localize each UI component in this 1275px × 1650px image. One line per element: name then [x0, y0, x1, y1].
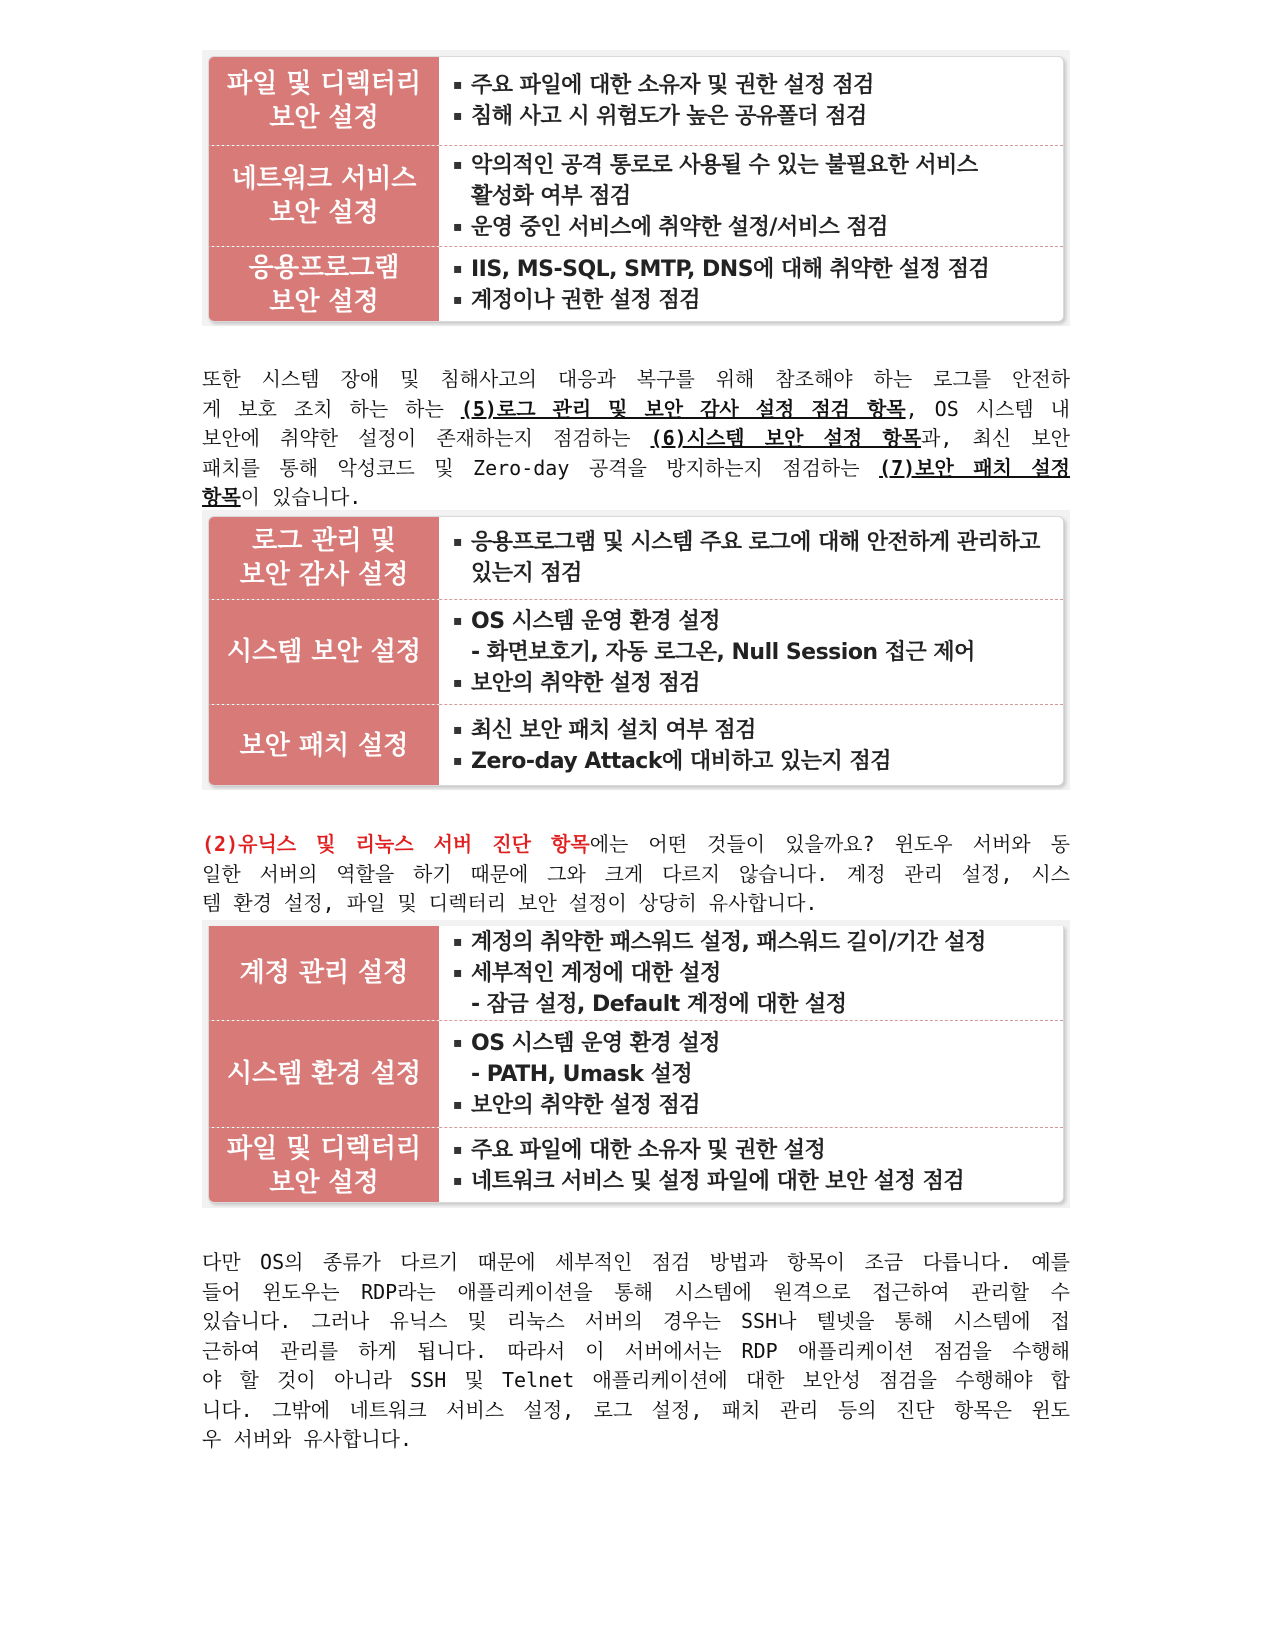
row-item: ▪ 주요 파일에 대한 소유자 및 권한 설정: [453, 1135, 1049, 1166]
underlined-term: (6)시스템 보안 설정 항목: [650, 426, 922, 450]
row-item: ▪ 응용프로그램 및 시스템 주요 로그에 대해 안전하게 관리하고 있는지 점검: [453, 527, 1049, 589]
text-line: 우 서버와 유사합니다.: [202, 1427, 413, 1451]
row-item: ▪ 세부적인 계정에 대한 설정 - 잠금 설정, Default 계정에 대한 설정: [453, 958, 1049, 1020]
row-item: ▪ 주요 파일에 대한 소유자 및 권한 설정 점검: [453, 70, 1049, 101]
text-line: 패치를 통해 악성코드 및 Zero-day 공격을 방지하는지 점검하는 (7)보안 패치 설정: [202, 455, 1071, 480]
text-line: 또한 시스템 장애 및 침해사고의 대응과 복구를 위해 참조해야 하는 로그를 안전하: [202, 367, 1070, 391]
row-item: ▪ 운영 중인 서비스에 취약한 설정/서비스 점검: [453, 212, 1049, 243]
row-item: ▪ 침해 사고 시 위험도가 높은 공유폴더 점검: [453, 101, 1049, 132]
row-item: ▪ 계정이나 권한 설정 점검: [453, 285, 1049, 316]
row-item: ▪ 최신 보안 패치 설치 여부 점검: [453, 715, 1049, 746]
row-category: 시스템 보안 설정: [209, 600, 439, 704]
text-line: 템 환경 설정, 파일 및 디렉터리 보안 설정이 상당히 유사합니다.: [202, 891, 818, 915]
row-category: 응용프로그램 보안 설정: [209, 247, 439, 322]
row-item: ▪ 네트워크 서비스 및 설정 파일에 대한 보안 설정 점검: [453, 1166, 1049, 1197]
row-item: ▪ Zero-day Attack에 대비하고 있는지 점검: [453, 746, 1049, 777]
table-row: [209, 517, 1063, 599]
row-category: 파일 및 디렉터리 보안 설정: [209, 1128, 439, 1203]
underlined-term: (7)보안 패치 설정: [879, 455, 1071, 480]
text-line: 항목이 있습니다.: [202, 485, 362, 509]
row-category: 파일 및 디렉터리 보안 설정: [209, 57, 439, 145]
row-category: 계정 관리 설정: [209, 926, 439, 1020]
underlined-term: (5)로그 관리 및 보안 감사 설정 점검 항목: [460, 396, 906, 421]
text-line: 다만 OS의 종류가 다르기 때문에 세부적인 점검 방법과 항목이 조금 다릅니다. 예를: [202, 1250, 1070, 1274]
table-row: [209, 704, 1063, 786]
table-row: [209, 599, 1063, 704]
highlighted-heading: (2)유닉스 및 리눅스 서버 진단 항목: [202, 832, 590, 856]
security-table-unix: [202, 920, 1070, 1208]
text-line: 일한 서버의 역할을 하기 때문에 그와 크게 다르지 않습니다. 계정 관리 설정, 시스: [202, 861, 1070, 886]
row-category: 보안 패치 설정: [209, 705, 439, 786]
table-row: [209, 926, 1063, 1020]
row-category: 네트워크 서비스 보안 설정: [209, 146, 439, 246]
table-row: [209, 145, 1063, 246]
row-item: ▪ 악의적인 공격 통로로 사용될 수 있는 불필요한 서비스 활성화 여부 점검: [453, 150, 1049, 212]
paragraph-os-differences: [202, 1248, 1070, 1455]
table-row: [209, 1020, 1063, 1127]
table-row: [209, 57, 1063, 145]
text-line: 있습니다. 그러나 유닉스 및 리눅스 서버의 경우는 SSH나 텔넷을 통해 시스템에 접: [202, 1309, 1070, 1333]
row-item: ▪ 보안의 취약한 설정 점검: [453, 1090, 1049, 1121]
text-line: (2)유닉스 및 리눅스 서버 진단 항목에는 어떤 것들이 있을까요? 윈도우 서버와 동: [202, 832, 1070, 856]
text-line: 들어 윈도우는 RDP라는 애플리케이션을 통해 시스템에 원격으로 접근하여 관리할 수: [202, 1279, 1070, 1304]
text-line: 근하여 관리를 하게 됩니다. 따라서 이 서버에서는 RDP 애플리케이션 점검을 수행해: [202, 1338, 1070, 1363]
text-line: 게 보호 조치 하는 하는 (5)로그 관리 및 보안 감사 설정 점검 항목, OS 시스템 내: [202, 396, 1070, 421]
row-category: 시스템 환경 설정: [209, 1021, 439, 1127]
security-table-windows-2: [202, 510, 1070, 790]
row-item: ▪ OS 시스템 운영 환경 설정 - PATH, Umask 설정: [453, 1028, 1049, 1090]
table-row: [209, 246, 1063, 322]
row-category: 로그 관리 및 보안 감사 설정: [209, 517, 439, 599]
text-line: 야 할 것이 아니라 SSH 및 Telnet 애플리케이션에 대한 보안성 점검을 수행해야 합: [202, 1368, 1070, 1392]
table-row: [209, 1127, 1063, 1203]
paragraph-log-security: [202, 365, 1070, 513]
security-table-windows-1: [202, 50, 1070, 326]
paragraph-unix-linux: [202, 830, 1070, 919]
underlined-term: 항목: [202, 485, 241, 509]
row-item: ▪ 계정의 취약한 패스워드 설정, 패스워드 길이/기간 설정: [453, 927, 1049, 958]
row-item: ▪ IIS, MS-SQL, SMTP, DNS에 대해 취약한 설정 점검: [453, 254, 1049, 285]
text-line: 니다. 그밖에 네트워크 서비스 설정, 로그 설정, 패치 관리 등의 진단 항목은 윈도: [202, 1397, 1070, 1422]
text-line: 보안에 취약한 설정이 존재하는지 점검하는 (6)시스템 보안 설정 항목과, 최신 보안: [202, 426, 1070, 450]
row-item: ▪ 보안의 취약한 설정 점검: [453, 668, 1049, 699]
row-item: ▪ OS 시스템 운영 환경 설정 - 화면보호기, 자동 로그온, Null Session 접근 제어: [453, 606, 1049, 668]
